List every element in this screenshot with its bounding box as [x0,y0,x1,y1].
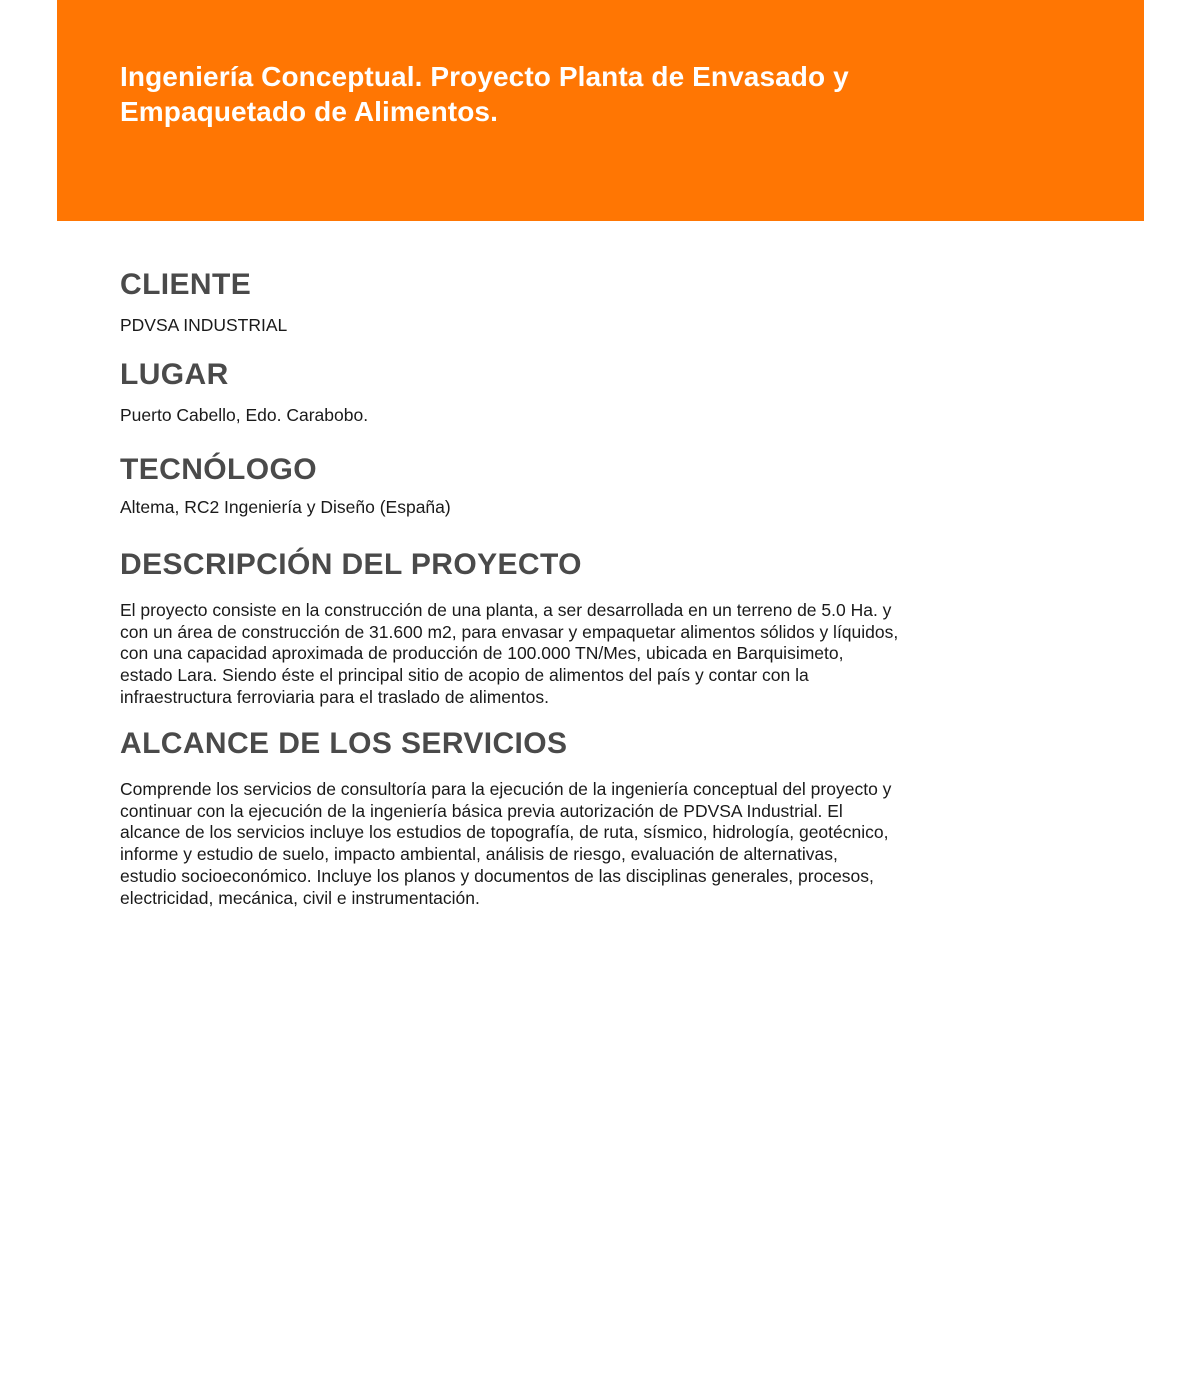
descripcion-line: estado Lara. Siendo éste el principal sitio de acopio de alimentos del país y contar con la [120,665,809,686]
descripcion-line: con una capacidad aproximada de producción de 100.000 TN/Mes, ubicada en Barquisimeto, [120,643,844,664]
descripcion-line: El proyecto consiste en la construcción de una planta, a ser desarrollada en un terreno de 5.0 Ha. y [120,600,892,620]
cliente-heading: CLIENTE [120,268,252,301]
alcance-line: continuar con la ejecución de la ingeniería básica previa autorización de PDVSA Industrial. El [120,800,843,821]
title-banner [57,0,1144,221]
alcance-line: electricidad, mecánica, civil e instrumentación. [120,887,480,908]
lugar-heading: LUGAR [120,358,229,391]
lugar-value: Puerto Cabello, Edo. Carabobo. [120,405,369,425]
alcance-line: alcance de los servicios incluye los estudios de topografía, de ruta, sísmico, hidrología, geotécnico, [120,822,889,843]
alcance-line: informe y estudio de suelo, impacto ambiental, análisis de riesgo, evaluación de alternativas, [120,844,838,865]
descripcion-line: con un área de construcción de 31.600 m2, para envasar y empaquetar alimentos sólidos y líquidos, [120,621,899,642]
page-title-line: Empaquetado de Alimentos. [120,96,498,127]
descripcion-paragraph [120,600,1020,709]
page-title-line: Ingeniería Conceptual. Proyecto Planta de Envasado y [120,61,849,92]
alcance-line: estudio socioeconómico. Incluye los planos y documentos de las disciplinas generales, procesos, [120,865,874,886]
page-title [120,59,1000,129]
descripcion-heading: DESCRIPCIÓN DEL PROYECTO [120,548,582,581]
alcance-paragraph [120,779,1020,909]
tecnologo-heading: TECNÓLOGO [120,453,317,486]
cliente-value: PDVSA INDUSTRIAL [120,315,288,335]
tecnologo-value: Altema, RC2 Ingeniería y Diseño (España) [120,497,451,517]
alcance-heading: ALCANCE DE LOS SERVICIOS [120,727,568,760]
descripcion-line: infraestructura ferroviaria para el traslado de alimentos. [120,686,549,707]
alcance-line: Comprende los servicios de consultoría para la ejecución de la ingeniería conceptual del proyecto y [120,779,892,799]
